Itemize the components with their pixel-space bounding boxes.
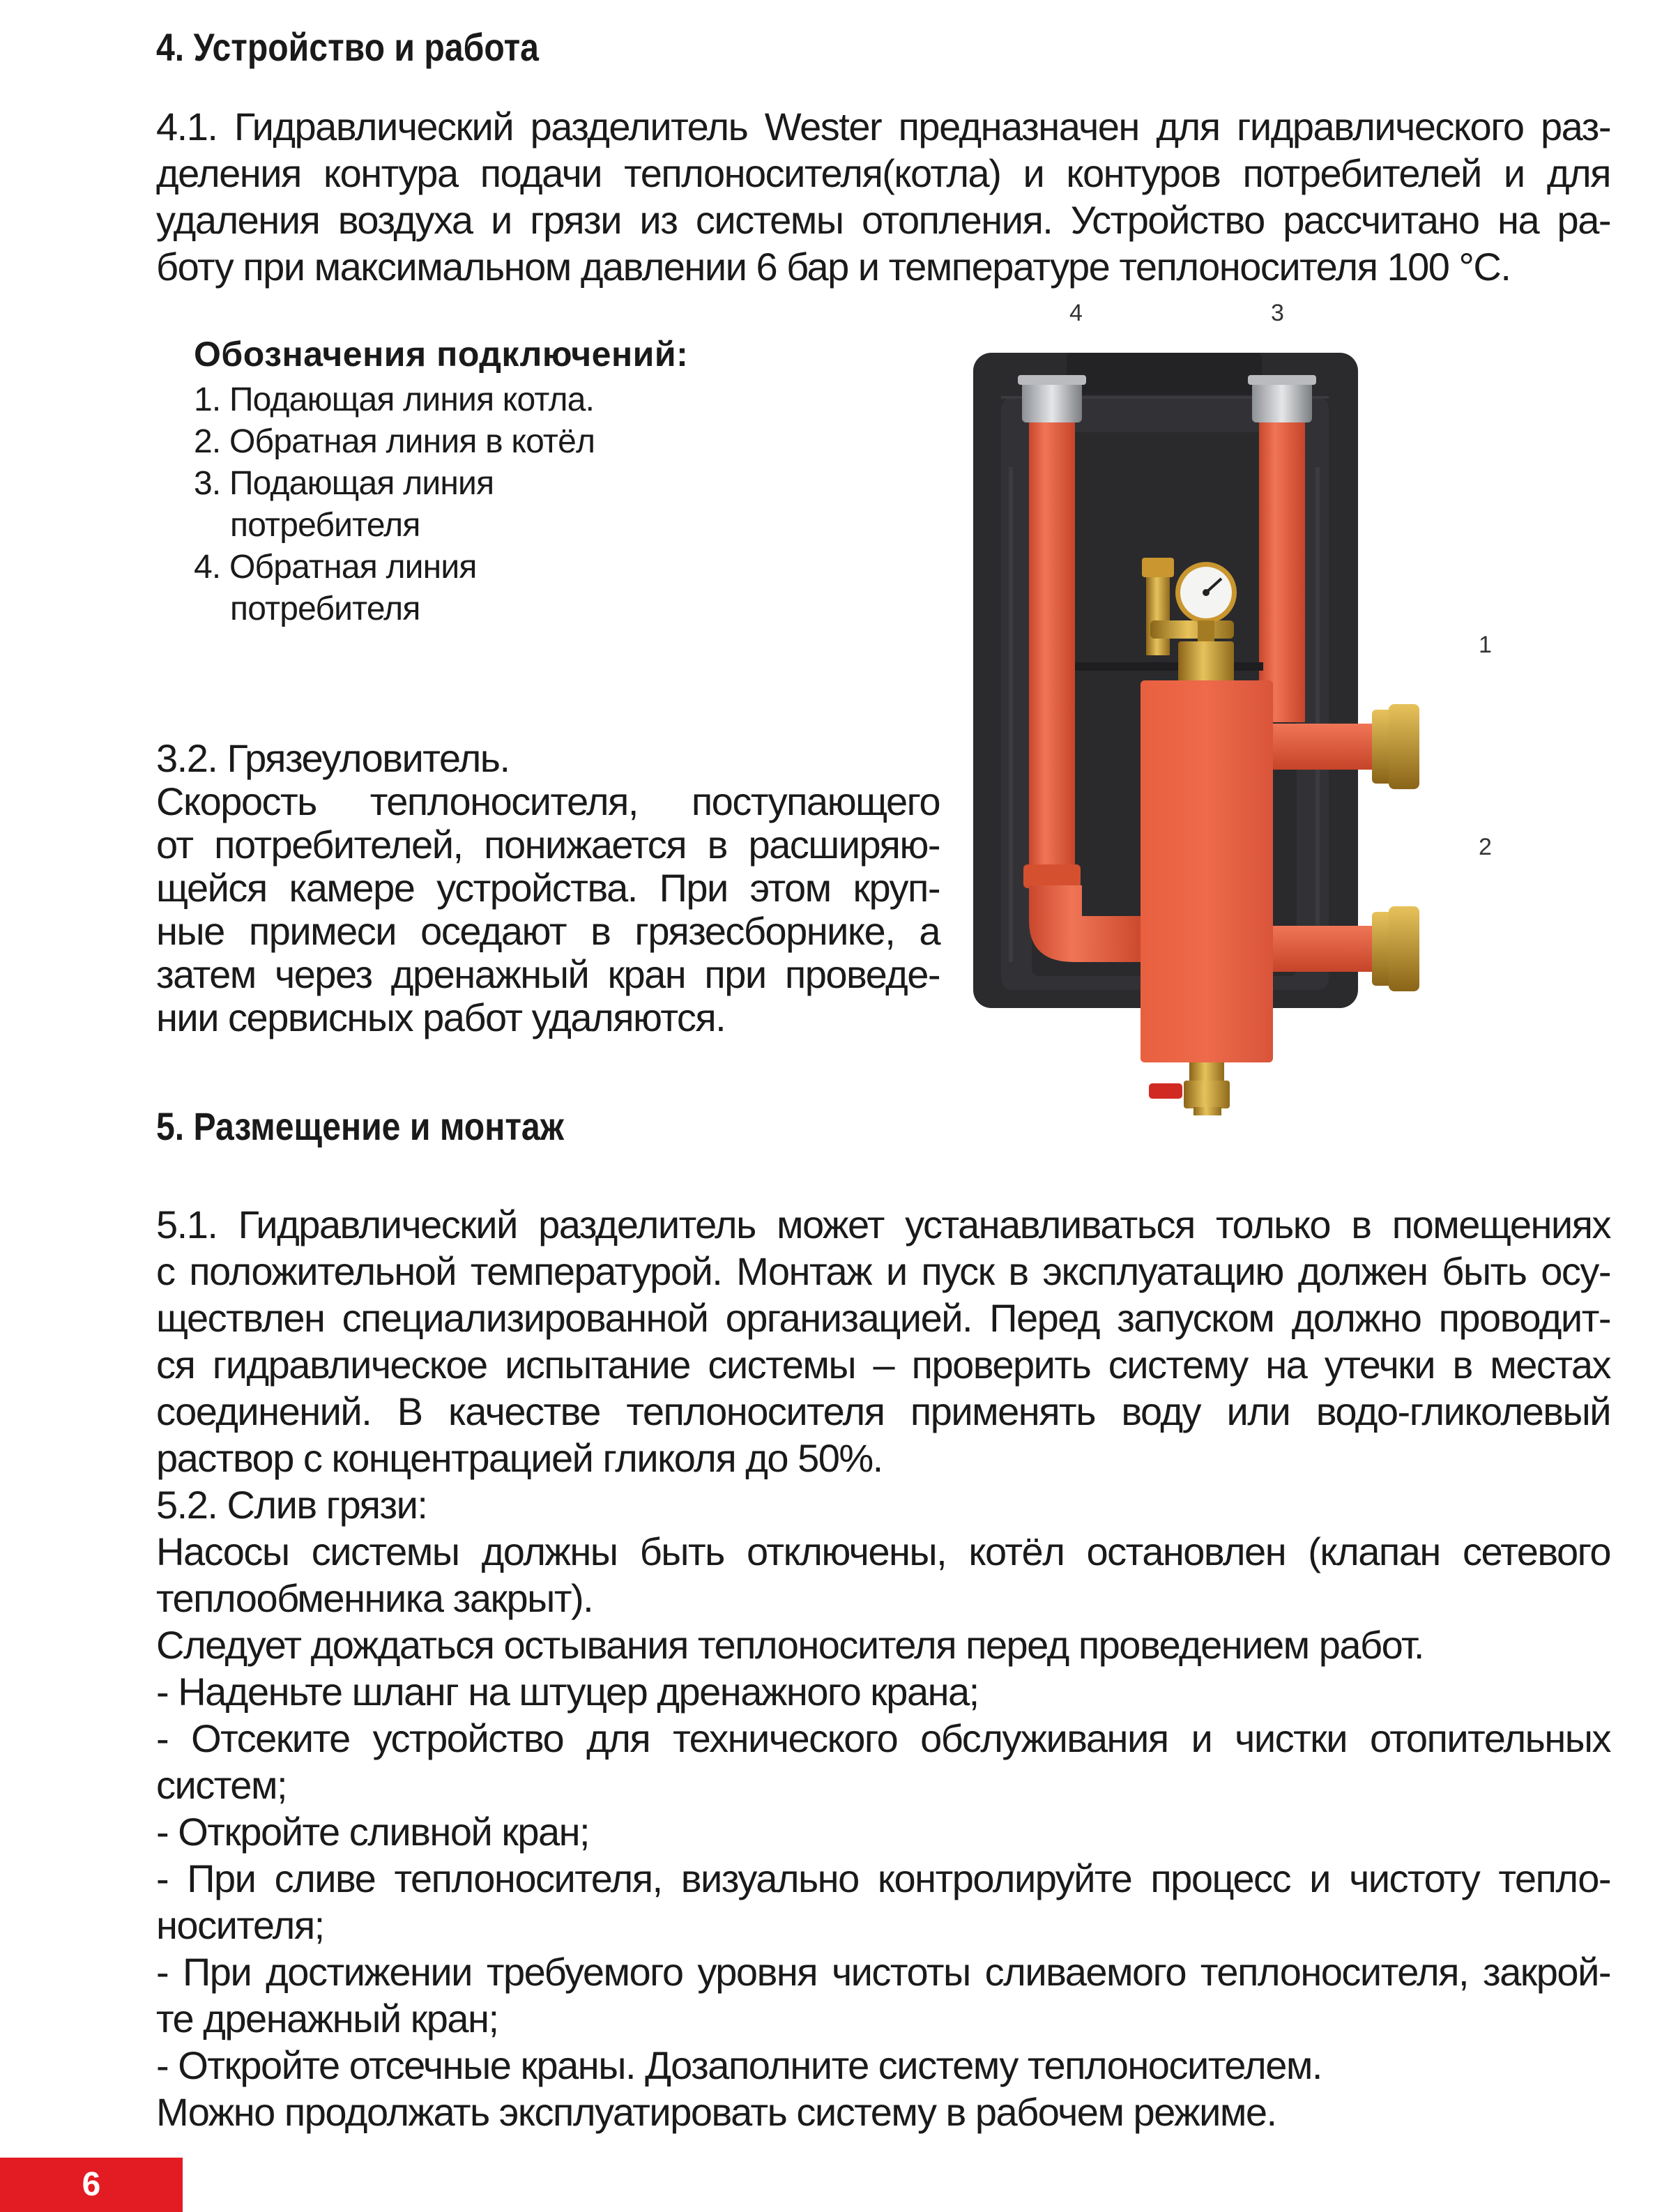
- paragraph-line: ные примеси оседают в грязесборнике, а: [156, 909, 940, 953]
- label-4: 4: [1069, 300, 1083, 326]
- paragraph-line: 4.1. Гидравлический разделитель Wester предназначен для гидравлического раз-: [156, 105, 1610, 148]
- paragraph-line: деления контура подачи теплоносителя(котла) и контуров потребителей и для: [156, 151, 1610, 195]
- paragraph-line: ществлен специализированной организацией. Перед запуском должно проводит-: [156, 1296, 1610, 1340]
- label-2: 2: [1479, 834, 1492, 860]
- legend-item-2: 2. Обратная линия в котёл: [194, 423, 595, 460]
- paragraph-line: носителя;: [156, 1903, 324, 1947]
- legend-item-3: 3. Подающая линия: [194, 465, 494, 502]
- paragraph-line: систем;: [156, 1763, 287, 1807]
- legend-item-4-cont: потребителя: [230, 590, 420, 627]
- paragraph-line: теплообменника закрыт).: [156, 1576, 593, 1620]
- paragraph-line: соединений. В качестве теплоносителя применять воду или водо-гликолевый: [156, 1389, 1610, 1433]
- legend-item-3-cont: потребителя: [230, 507, 420, 544]
- paragraph-line: 5.2. Слив грязи:: [156, 1483, 427, 1527]
- paragraph-line: щейся камере устройства. При этом круп-: [156, 866, 940, 910]
- paragraph-line: ся гидравлическое испытание системы – проверить систему на утечки в местах: [156, 1343, 1610, 1387]
- paragraph-line: - Откройте отсечные краны. Дозаполните систему теплоносителем.: [156, 2043, 1322, 2087]
- paragraph-line: - При достижении требуемого уровня чистоты сливаемого теплоносителя, закрой-: [156, 1950, 1610, 1994]
- supply-pipe: [1259, 422, 1305, 722]
- page-number-badge: [0, 2158, 183, 2212]
- paragraph-line: те дренажный кран;: [156, 1997, 498, 2041]
- paragraph-4-1: [156, 103, 1610, 290]
- paragraph-line: боту при максимальном давлении 6 бар и температуре теплоносителя 100 °С.: [156, 245, 1511, 289]
- paragraph-line: 5.1. Гидравлический разделитель может устанавливаться только в помещениях: [156, 1203, 1610, 1246]
- section-4-heading: 4. Устройство и работа: [156, 25, 539, 69]
- separator-body: [1141, 680, 1273, 1062]
- legend-title: Обозначения подключений:: [194, 335, 689, 374]
- paragraph-line: нии сервисных работ удаляются.: [156, 996, 726, 1039]
- paragraph-line: - Наденьте шланг на штуцер дренажного крана;: [156, 1670, 979, 1714]
- paragraph-line: затем через дренажный кран при проведе-: [156, 952, 940, 996]
- label-3: 3: [1271, 300, 1284, 326]
- section-5-body: [156, 1201, 1610, 2135]
- paragraph-line: Можно продолжать эксплуатировать систему в рабочем режиме.: [156, 2090, 1276, 2134]
- label-1: 1: [1479, 632, 1492, 658]
- legend-item-4: 4. Обратная линия: [194, 549, 477, 586]
- paragraph-line: - При сливе теплоносителя, визуально контролируйте процесс и чистоту тепло-: [156, 1856, 1610, 1900]
- hydraulic-separator-illustration: [962, 293, 1520, 1115]
- paragraph-3-2: [156, 737, 940, 1039]
- legend-item-1: 1. Подающая линия котла.: [194, 381, 595, 418]
- paragraph-line: Насосы системы должны быть отключены, котёл остановлен (клапан сетевого: [156, 1530, 1610, 1573]
- paragraph-line: от потребителей, понижается в расширяю-: [156, 823, 940, 867]
- paragraph-line: Следует дождаться остывания теплоносителя перед проведением работ.: [156, 1623, 1424, 1667]
- section-5-heading: 5. Размещение и монтаж: [156, 1104, 564, 1148]
- paragraph-line: с положительной температурой. Монтаж и пуск в эксплуатацию должен быть осу-: [156, 1249, 1610, 1293]
- paragraph-line: 3.2. Грязеуловитель.: [156, 736, 510, 780]
- paragraph-line: - Отсеките устройство для технического обслуживания и чистки отопительных: [156, 1716, 1610, 1760]
- page-number: 6: [82, 2166, 101, 2203]
- paragraph-line: удаления воздуха и грязи из системы отопления. Устройство рассчитано на ра-: [156, 198, 1610, 242]
- drain-valve: [1149, 1062, 1230, 1115]
- paragraph-line: Скорость теплоносителя, поступающего: [156, 779, 940, 823]
- paragraph-line: раствор с концентрацией гликоля до 50%.: [156, 1436, 883, 1480]
- paragraph-line: - Откройте сливной кран;: [156, 1810, 590, 1854]
